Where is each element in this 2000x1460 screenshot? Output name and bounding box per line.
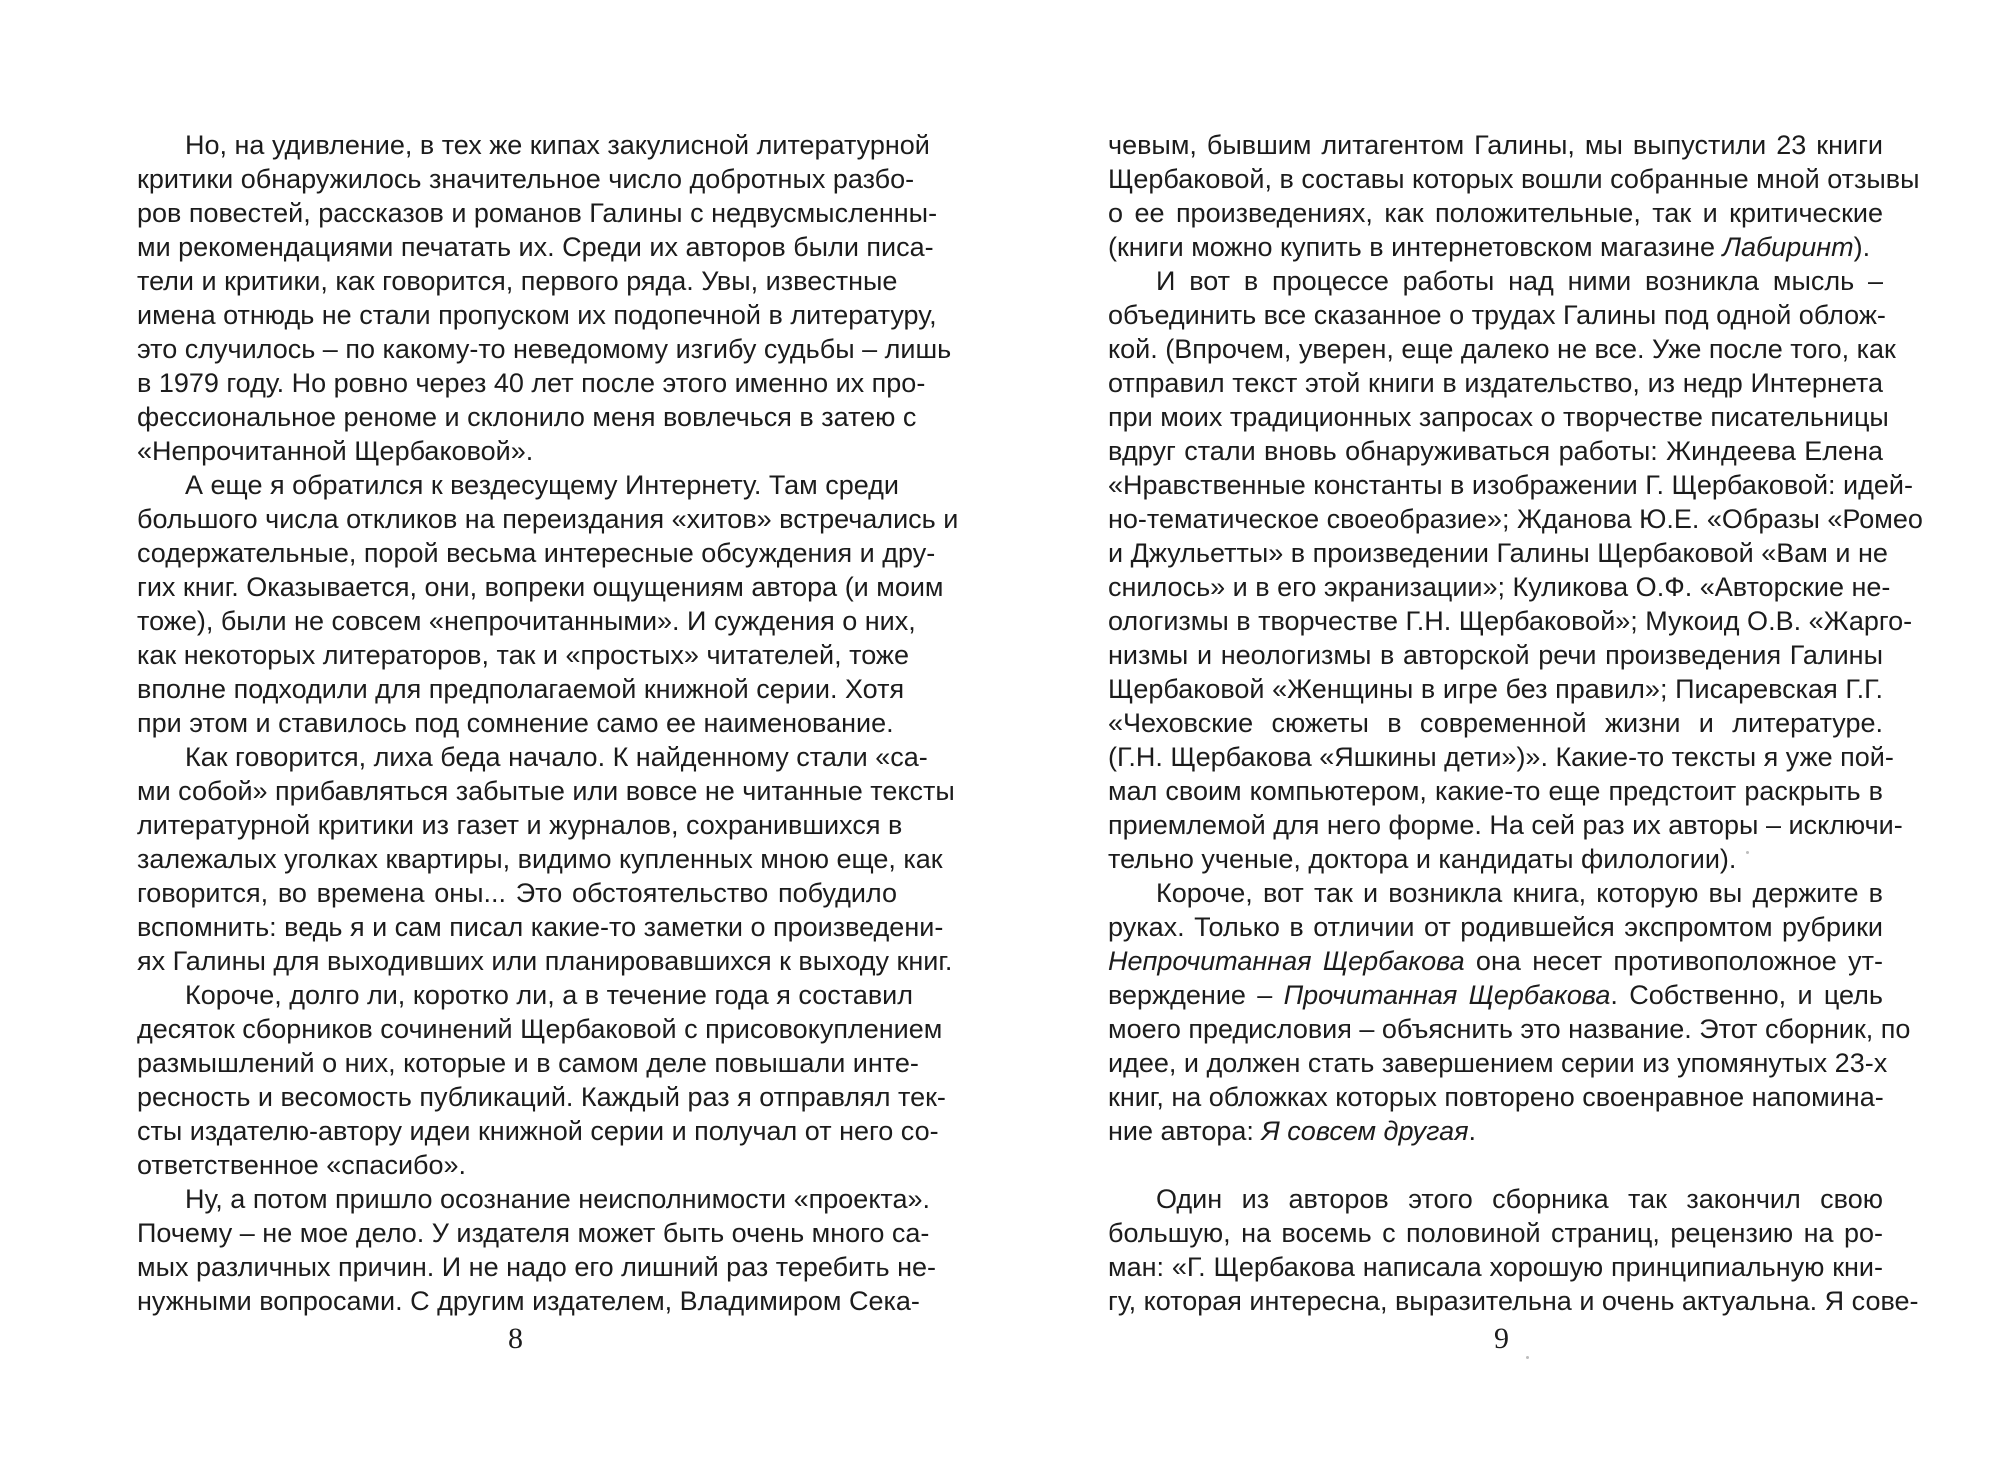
text-line: объединить все сказанное о трудах Галины под одной облож-: [1108, 300, 1886, 330]
text-line: и Джульетты» в произведении Галины Щербаковой «Вам и не: [1108, 538, 1888, 568]
text-line: но-тематическое своеобразие»; Жданова Ю.Е. «Образы «Ромео: [1108, 504, 1923, 534]
text-line: кой. (Впрочем, уверен, еще далеко не все. Уже после того, как: [1108, 334, 1896, 364]
right-page-text: [1108, 128, 1923, 1318]
text-line: залежалых уголках квартиры, видимо купленных мною еще, как: [137, 844, 943, 874]
text-line: А еще я обратился к вездесущему Интернету. Там среди: [185, 470, 899, 500]
italic-title: Я совсем другая: [1261, 1116, 1469, 1146]
text-line: чевым, бывшим литагентом Галины, мы выпустили 23 книги: [1108, 130, 1883, 160]
text-line: критики обнаружилось значительное число добротных разбо-: [137, 164, 915, 194]
text-line: тоже), были не совсем «непрочитанными». И суждения о них,: [137, 606, 916, 636]
text-fragment: ).: [1853, 232, 1871, 262]
text-line: [1108, 978, 1883, 1012]
text-line: Щербаковой «Женщины в игре без правил»; Писаревская Г.Г.: [1108, 674, 1883, 704]
text-line: [1108, 944, 1883, 978]
text-line: «Нравственные константы в изображении Г. Щербаковой: идей-: [1108, 470, 1913, 500]
text-line: ответственное «спасибо».: [137, 1150, 467, 1180]
text-line: литературной критики из газет и журналов, сохранившихся в: [137, 810, 903, 840]
text-line: [1108, 230, 1883, 264]
text-line: ми рекомендациями печатать их. Среди их авторов были писа-: [137, 232, 934, 262]
text-line: Ну, а потом пришло осознание неисполнимости «проекта».: [185, 1184, 931, 1214]
text-fragment: .: [1468, 1116, 1477, 1146]
text-line: большого числа откликов на переиздания «хитов» встречались и: [137, 504, 959, 534]
text-fragment: ние автора:: [1108, 1116, 1262, 1146]
text-line: мал своим компьютером, какие-то еще предстоит раскрыть в: [1108, 776, 1883, 806]
left-page-text: [137, 128, 959, 1318]
text-line: говорится, во времена оны... Это обстоятельство побудило: [137, 878, 897, 908]
text-line: гу, которая интересна, выразительна и очень актуальна. Я сове-: [1108, 1286, 1919, 1316]
text-line: низмы и неологизмы в авторской речи произведения Галины: [1108, 640, 1883, 670]
text-line: Но, на удивление, в тех же кипах закулисной литературной: [185, 130, 930, 160]
text-line: приемлемой для него форме. На сей раз их авторы – исключи-: [1108, 810, 1903, 840]
text-line: «Непрочитанной Щербаковой».: [137, 436, 534, 466]
text-line: фессиональное реноме и склонило меня вовлечься в затею с: [137, 402, 917, 432]
text-line: Как говорится, лиха беда начало. К найденному стали «са-: [185, 742, 928, 772]
text-line: [1108, 1114, 1883, 1148]
text-line: десяток сборников сочинений Щербаковой с присовокуплением: [137, 1014, 943, 1044]
text-line: это случилось – по какому-то неведомому изгибу судьбы – лишь: [137, 334, 952, 364]
text-line: Короче, долго ли, коротко ли, а в течение года я составил: [185, 980, 914, 1010]
text-line: «Чеховские сюжеты в современной жизни и литературе.: [1108, 708, 1883, 738]
text-line: мых различных причин. И не надо его лишний раз теребить не-: [137, 1252, 936, 1282]
italic-title: Непрочитанная Щербакова: [1108, 946, 1465, 976]
text-fragment: (книги можно купить в интернетовском магазине: [1108, 232, 1723, 262]
text-line: размышлений о них, которые и в самом деле повышали инте-: [137, 1048, 919, 1078]
text-line: Почему – не мое дело. У издателя может быть очень много са-: [137, 1218, 930, 1248]
text-line: при моих традиционных запросах о творчестве писательницы: [1108, 402, 1889, 432]
text-line: руках. Только в отличии от родившейся экспромтом рубрики: [1108, 912, 1883, 942]
text-line: Короче, вот так и возникла книга, которую вы держите в: [1156, 878, 1883, 908]
paper-speck: [1746, 851, 1749, 854]
text-line: тели и критики, как говорится, первого ряда. Увы, известные: [137, 266, 898, 296]
text-line: ологизмы в творчестве Г.Н. Щербаковой»; Мукоид О.В. «Жарго-: [1108, 606, 1913, 636]
text-line: вдруг стали вновь обнаруживаться работы: Жиндеева Елена: [1108, 436, 1883, 466]
text-line: большую, на восемь с половиной страниц, рецензию на ро-: [1108, 1218, 1883, 1248]
text-line: ми собой» прибавляться забытые или вовсе не читанные тексты: [137, 776, 955, 806]
text-line: Один из авторов этого сборника так закончил свою: [1156, 1184, 1883, 1214]
text-line: в 1979 году. Но ровно через 40 лет после этого именно их про-: [137, 368, 926, 398]
text-line: ресность и весомость публикаций. Каждый раз я отправлял тек-: [137, 1082, 946, 1112]
text-line: книг, на обложках которых повторено своенравное напомина-: [1108, 1082, 1884, 1112]
text-line: отправил текст этой книги в издательство, из недр Интернета: [1108, 368, 1883, 398]
text-line: содержательные, порой весьма интересные обсуждения и дру-: [137, 538, 936, 568]
page-number: 8: [508, 1322, 523, 1355]
text-line: ман: «Г. Щербакова написала хорошую принципиальную кни-: [1108, 1252, 1883, 1282]
text-line: как некоторых литераторов, так и «простых» читателей, тоже: [137, 640, 909, 670]
italic-title: Лабиринт: [1722, 232, 1854, 262]
text-line: ров повестей, рассказов и романов Галины с недвусмысленны-: [137, 198, 938, 228]
paragraph-gap: [1108, 1148, 1883, 1182]
text-line: И вот в процессе работы над ними возникла мысль –: [1156, 266, 1883, 296]
paper-speck: [1526, 1356, 1529, 1359]
text-line: гих книг. Оказывается, они, вопреки ощущениям автора (и моим: [137, 572, 944, 602]
text-line: тельно ученые, доктора и кандидаты филологии).: [1108, 844, 1737, 874]
text-line: имена отнюдь не стали пропуском их подопечной в литературу,: [137, 300, 937, 330]
text-line: о ее произведениях, как положительные, так и критические: [1108, 198, 1883, 228]
text-line: Щербаковой, в составы которых вошли собранные мной отзывы: [1108, 164, 1920, 194]
text-line: снилось» и в его экранизации»; Куликова О.Ф. «Авторские не-: [1108, 572, 1891, 602]
text-line: при этом и ставилось под сомнение само ее наименование.: [137, 708, 894, 738]
text-line: (Г.Н. Щербакова «Яшкины дети»)». Какие-то тексты я уже пой-: [1108, 742, 1894, 772]
text-line: моего предисловия – объяснить это название. Этот сборник, по: [1108, 1014, 1911, 1044]
italic-title: Прочитанная Щербакова: [1283, 980, 1611, 1010]
text-line: сты издателю-автору идеи книжной серии и получал от него со-: [137, 1116, 939, 1146]
text-line: идее, и должен стать завершением серии из упомянутых 23-х: [1108, 1048, 1888, 1078]
page-number: 9: [1494, 1322, 1509, 1355]
text-line: ях Галины для выходивших или планировавшихся к выходу книг.: [137, 946, 953, 976]
text-fragment: . Собственно, и цель: [1610, 980, 1883, 1010]
text-fragment: верждение –: [1108, 980, 1284, 1010]
text-fragment: она несет противоположное ут-: [1464, 946, 1883, 976]
right-page: [1000, 0, 2000, 1460]
text-line: нужными вопросами. С другим издателем, Владимиром Сека-: [137, 1286, 920, 1316]
text-line: вполне подходили для предполагаемой книжной серии. Хотя: [137, 674, 905, 704]
text-line: вспомнить: ведь я и сам писал какие-то заметки о произведени-: [137, 912, 944, 942]
